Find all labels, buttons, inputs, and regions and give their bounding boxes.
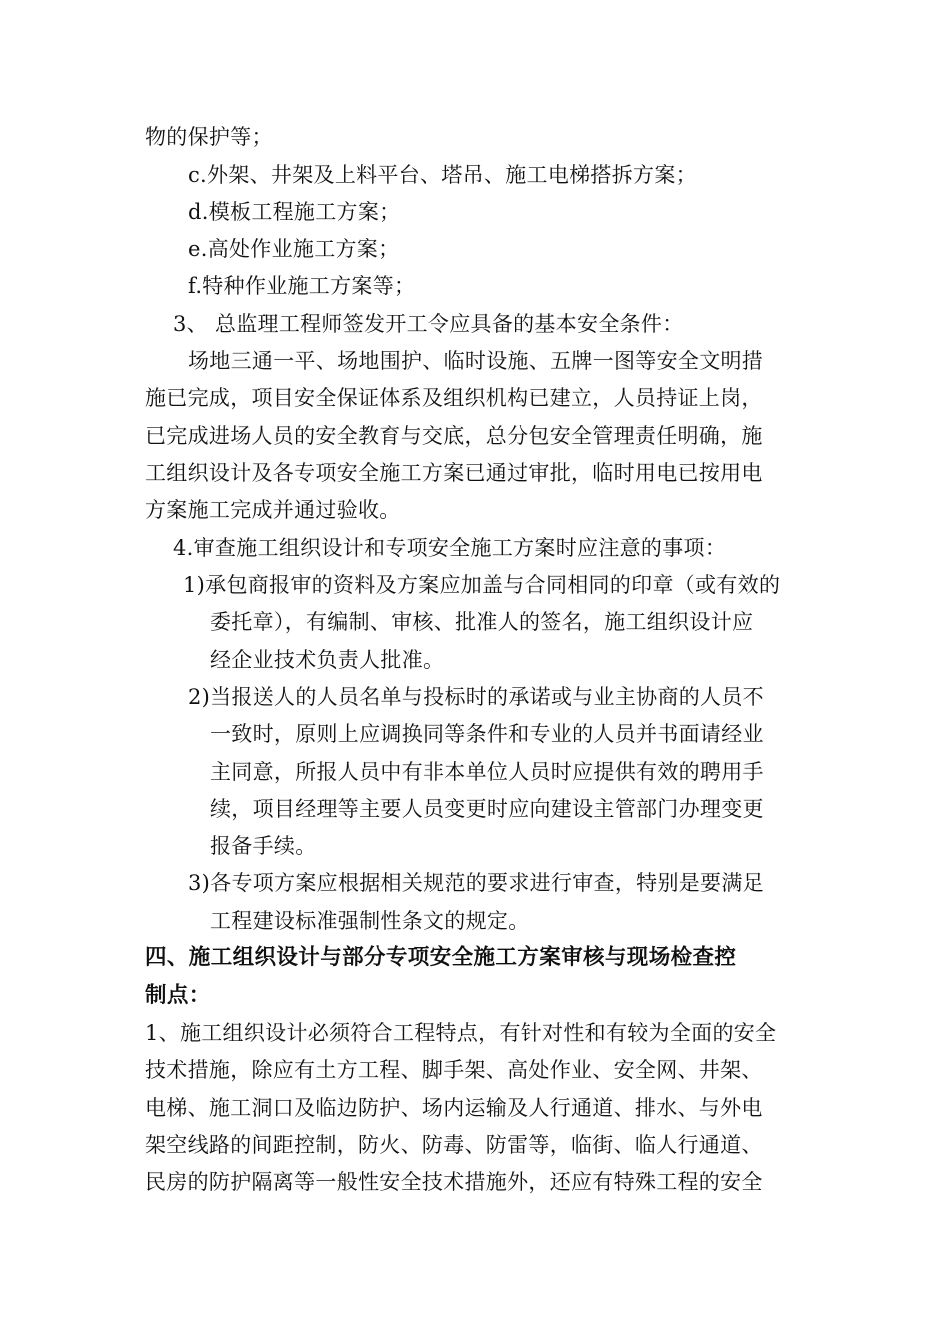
paragraph-line: 工组织设计及各专项安全施工方案已通过审批，临时用电已按用电 [145, 461, 763, 485]
section-heading-3: 3、 总监理工程师签发开工令应具备的基本安全条件： [173, 312, 684, 336]
list-item-c: c.外架、井架及上料平台、塔吊、施工电梯搭拆方案； [188, 163, 697, 187]
paragraph-line: 方案施工完成并通过验收。 [145, 498, 401, 522]
list-item-3: 3)各专项方案应根据相关规范的要求进行审查，特别是要满足 [188, 871, 764, 895]
list-item-f: f.特种作业施工方案等； [188, 274, 416, 298]
paragraph-line: 已完成进场人员的安全教育与交底，总分包安全管理责任明确，施 [145, 424, 763, 448]
list-item-2: 2)当报送人的人员名单与投标时的承诺或与业主协商的人员不 [188, 685, 764, 709]
text-line: 物的保护等； [145, 125, 273, 149]
list-item-2-cont: 一致时，原则上应调换同等条件和专业的人员并书面请经业 [210, 722, 764, 746]
paragraph-line: 架空线路的间距控制，防火、防毒、防雷等，临街、临人行通道、 [145, 1133, 763, 1157]
paragraph-line: 民房的防护隔离等一般性安全技术措施外，还应有特殊工程的安全 [145, 1170, 763, 1194]
list-item-2-cont: 主同意，所报人员中有非本单位人员时应提供有效的聘用手 [210, 760, 764, 784]
list-item-3-cont: 工程建设标准强制性条文的规定。 [210, 909, 530, 933]
list-item-d: d.模板工程施工方案； [188, 200, 401, 224]
list-item-1-cont: 经企业技术负责人批准。 [210, 648, 445, 672]
paragraph-line: 施已完成，项目安全保证体系及组织机构已建立，人员持证上岗， [145, 386, 763, 410]
section-heading-four-cont: 制点： [145, 983, 211, 1008]
section-heading-four: 四、施工组织设计与部分专项安全施工方案审核与现场检查控 [145, 945, 737, 970]
paragraph-line: 1、施工组织设计必须符合工程特点，有针对性和有较为全面的安全 [145, 1021, 777, 1045]
list-item-e: e.高处作业施工方案； [188, 237, 400, 261]
paragraph-line: 场地三通一平、场地围护、临时设施、五牌一图等安全文明措 [188, 349, 764, 373]
list-item-2-cont: 报备手续。 [210, 834, 317, 858]
section-heading-4: 4.审查施工组织设计和专项安全施工方案时应注意的事项： [173, 536, 727, 560]
paragraph-line: 电梯、施工洞口及临边防护、场内运输及人行通道、排水、与外电 [145, 1096, 763, 1120]
list-item-1: 1)承包商报审的资料及方案应加盖与合同相同的印章（或有效的 [183, 573, 781, 597]
list-item-2-cont: 续，项目经理等主要人员变更时应向建设主管部门办理变更 [210, 797, 764, 821]
paragraph-line: 技术措施，除应有土方工程、脚手架、高处作业、安全网、井架、 [145, 1058, 763, 1082]
list-item-1-cont: 委托章），有编制、审核、批准人的签名，施工组织设计应 [210, 610, 754, 634]
